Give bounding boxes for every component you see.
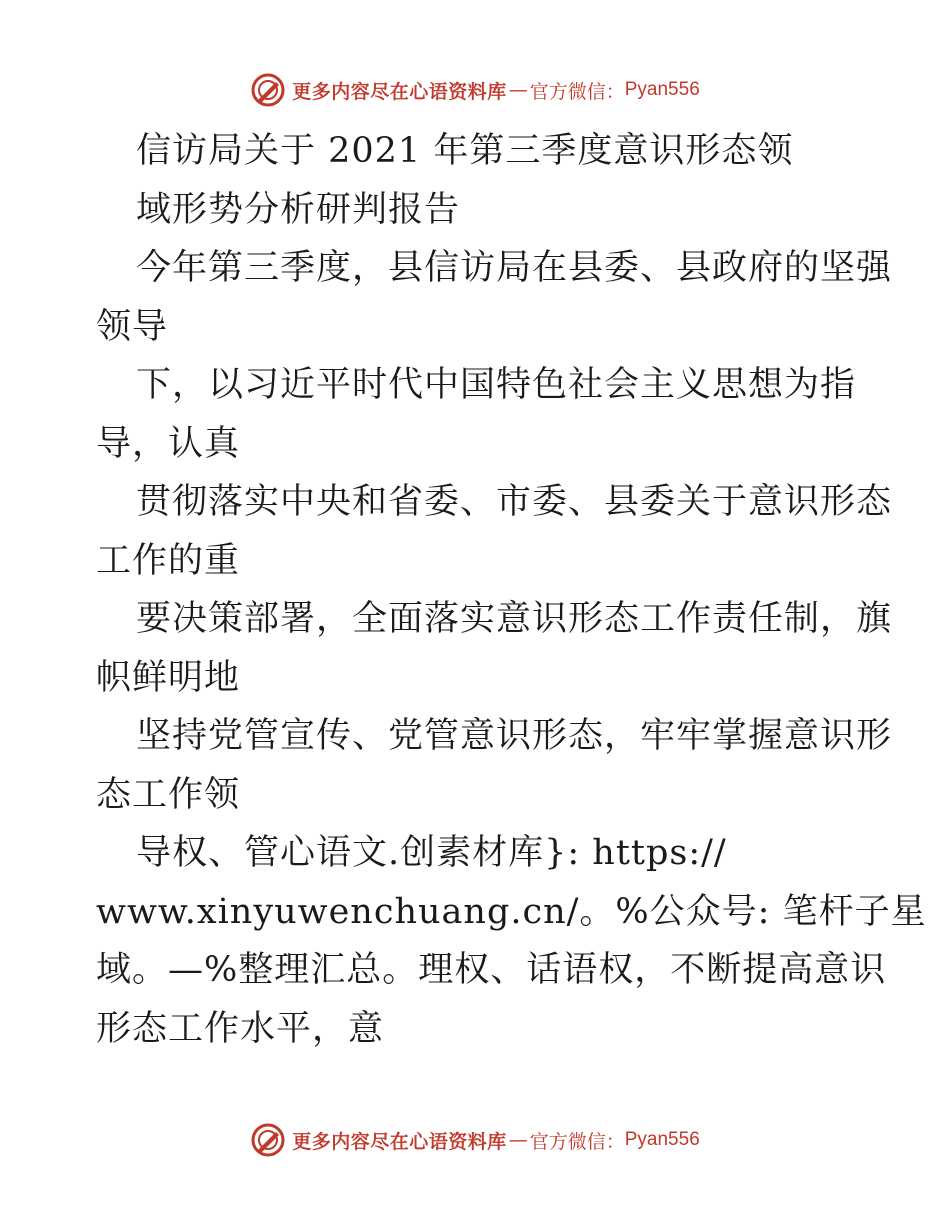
paragraph-line: 形态工作水平，意 bbox=[96, 1008, 385, 1049]
banner-wechat-label: 官方微信： bbox=[529, 80, 625, 103]
paragraph-line: 下，以习近平时代中国特色社会主义思想为指 bbox=[136, 365, 857, 405]
footer-watermark-banner bbox=[0, 1120, 950, 1160]
brand-logo-icon bbox=[250, 72, 286, 108]
paragraph-line: 要决策部署，全面落实意识形态工作责任制，旗 bbox=[136, 599, 893, 639]
paragraph-line: 域。—%整理汇总。理权、话语权，不断提高意识 bbox=[96, 950, 887, 990]
banner-separator: — bbox=[508, 79, 528, 101]
paragraph-line: 态工作领 bbox=[96, 774, 241, 815]
paragraph-line: 坚持党管宣传、党管意识形态，牢牢掌握意识形 bbox=[136, 716, 893, 756]
banner-title: 更多内容尽在心语资料库 bbox=[292, 80, 507, 103]
paragraph-line: 帜鲜明地 bbox=[96, 657, 241, 698]
banner-title: 更多内容尽在心语资料库 bbox=[292, 1130, 507, 1153]
paragraph-line: www.xinyuwenchuang.cn/。%公众号: 笔杆子星 bbox=[96, 891, 927, 932]
paragraph-line: 导，认真 bbox=[96, 423, 241, 464]
header-watermark-banner bbox=[0, 70, 950, 110]
paragraph-line: 今年第三季度，县信访局在县委、县政府的坚强 bbox=[136, 248, 893, 288]
paragraph-line: 导权、管心语文.创素材库}: https:// bbox=[136, 833, 727, 873]
banner-wechat-id: Pyan556 bbox=[624, 1129, 700, 1150]
document-body bbox=[96, 122, 927, 1058]
paragraph-line: 贯彻落实中央和省委、市委、县委关于意识形态 bbox=[136, 482, 893, 522]
paragraph-line: 工作的重 bbox=[96, 540, 241, 581]
document-title-line-1: 信访局关于 2021 年第三季度意识形态领 bbox=[136, 131, 794, 171]
banner-wechat-id: Pyan556 bbox=[624, 79, 700, 100]
banner-wechat-label: 官方微信： bbox=[529, 1130, 625, 1153]
brand-logo-icon bbox=[250, 1122, 286, 1158]
banner-separator: — bbox=[508, 1129, 528, 1151]
paragraph-line: 领导 bbox=[96, 306, 169, 347]
document-title-line-2: 域形势分析研判报告 bbox=[136, 189, 461, 230]
